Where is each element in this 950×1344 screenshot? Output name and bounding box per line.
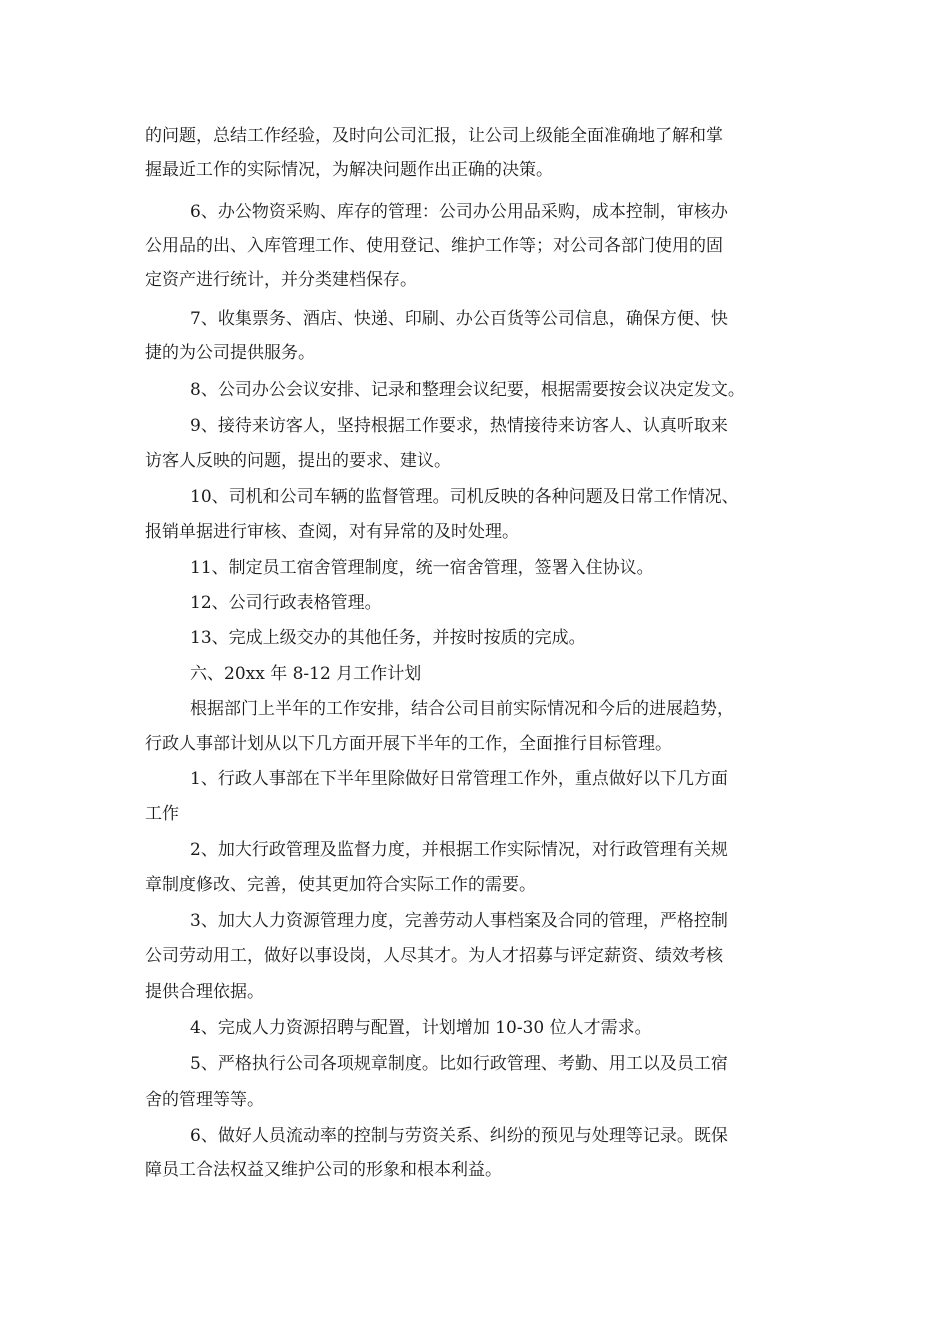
section-heading: 六、20xx 年 8-12 月工作计划 [190, 664, 422, 684]
text-line: 根据部门上半年的工作安排，结合公司目前实际情况和今后的进展趋势， [190, 699, 734, 719]
text-line: 10、司机和公司车辆的监督管理。司机反映的各种问题及日常工作情况、 [190, 487, 739, 507]
text-line: 5、严格执行公司各项规章制度。比如行政管理、考勤、用工以及员工宿 [190, 1054, 728, 1074]
text-line: 8、公司办公会议安排、记录和整理会议纪要，根据需要按会议决定发文。 [190, 380, 745, 400]
text-line: 捷的为公司提供服务。 [145, 343, 315, 363]
text-line: 公用品的出、入库管理工作、使用登记、维护工作等；对公司各部门使用的固 [145, 236, 723, 256]
text-line: 定资产进行统计，并分类建档保存。 [145, 270, 417, 290]
text-line: 6、办公物资采购、库存的管理：公司办公用品采购，成本控制，审核办 [190, 202, 728, 222]
text-line: 访客人反映的问题，提出的要求、建议。 [145, 451, 451, 471]
text-line: 2、加大行政管理及监督力度，并根据工作实际情况，对行政管理有关规 [190, 840, 728, 860]
text-line: 1、行政人事部在下半年里除做好日常管理工作外，重点做好以下几方面 [190, 769, 728, 789]
text-line: 的问题，总结工作经验，及时向公司汇报，让公司上级能全面准确地了解和掌 [145, 126, 723, 146]
text-line: 9、接待来访客人，坚持根据工作要求，热情接待来访客人、认真听取来 [190, 416, 728, 436]
text-line: 提供合理依据。 [145, 982, 264, 1002]
text-line: 障员工合法权益又维护公司的形象和根本利益。 [145, 1160, 502, 1180]
text-line: 7、收集票务、酒店、快递、印刷、办公百货等公司信息，确保方便、快 [190, 309, 728, 329]
text-line: 握最近工作的实际情况，为解决问题作出正确的决策。 [145, 160, 553, 180]
text-line: 12、公司行政表格管理。 [190, 593, 382, 613]
text-line: 13、完成上级交办的其他任务，并按时按质的完成。 [190, 628, 586, 648]
text-line: 公司劳动用工，做好以事设岗，人尽其才。为人才招募与评定薪资、绩效考核 [145, 946, 723, 966]
text-line: 3、加大人力资源管理力度，完善劳动人事档案及合同的管理，严格控制 [190, 911, 728, 931]
text-line: 报销单据进行审核、查阅，对有异常的及时处理。 [145, 522, 519, 542]
text-line: 4、完成人力资源招聘与配置，计划增加 10-30 位人才需求。 [190, 1018, 652, 1038]
text-line: 舍的管理等等。 [145, 1090, 264, 1110]
text-line: 6、做好人员流动率的控制与劳资关系、纠纷的预见与处理等记录。既保 [190, 1126, 728, 1146]
text-line: 行政人事部计划从以下几方面开展下半年的工作，全面推行目标管理。 [145, 734, 672, 754]
text-line: 工作 [145, 804, 179, 824]
text-line: 11、制定员工宿舍管理制度，统一宿舍管理，签署入住协议。 [190, 558, 654, 578]
text-line: 章制度修改、完善，使其更加符合实际工作的需要。 [145, 875, 536, 895]
